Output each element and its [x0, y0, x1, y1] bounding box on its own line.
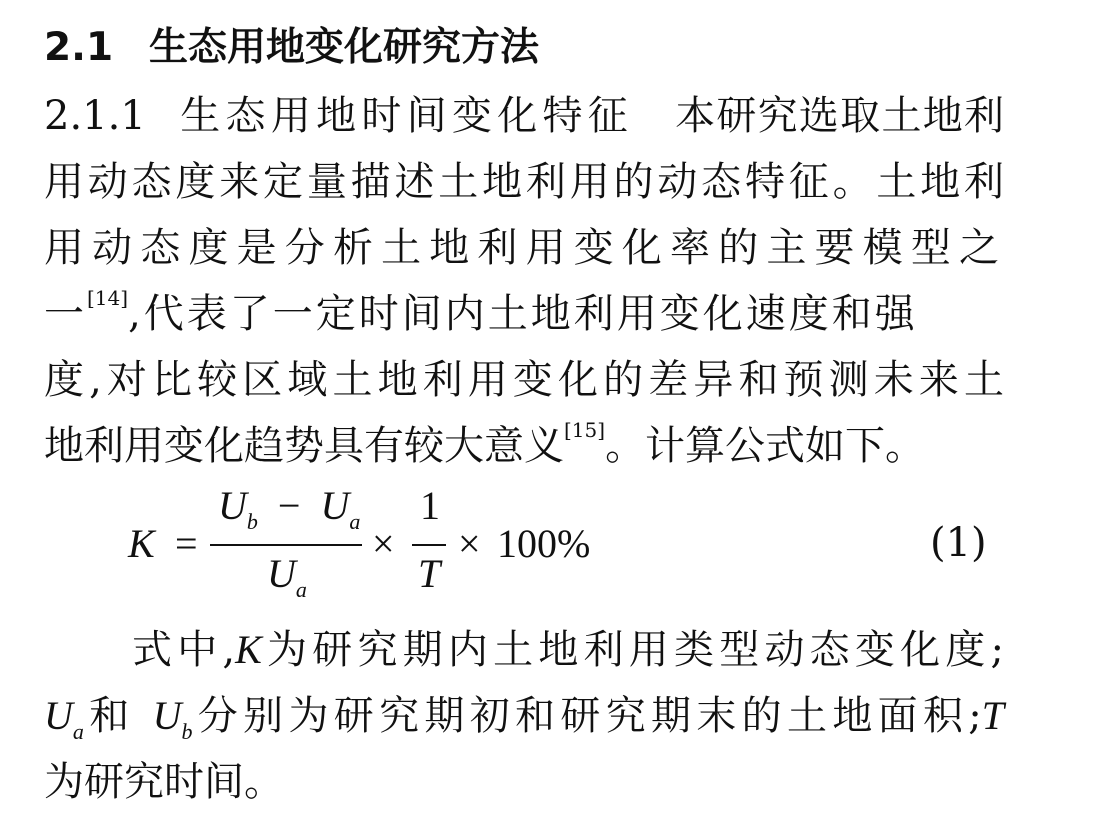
- paragraph-text: 为研究时间。: [44, 759, 284, 805]
- paragraph-text: 度,对比较区域土地利用变化的差异和预测未来土: [44, 357, 1004, 403]
- formula-lhs: K: [128, 521, 155, 566]
- equation-1: [0, 483, 1099, 602]
- paragraph-text: ,代表了一定时间内土地利用变化速度和强: [128, 291, 918, 337]
- paragraph-text: 和: [83, 693, 135, 739]
- formula-numerator: $U_b - U_a$: [218, 483, 361, 534]
- variable-k: K: [235, 627, 262, 672]
- formula-denominator: $U_a$: [267, 551, 307, 602]
- paragraph-line-4: [44, 286, 1004, 342]
- variable-t: T: [981, 693, 1005, 738]
- paragraph-line-3: [44, 220, 1004, 276]
- paragraph2-line-1: [132, 622, 1004, 678]
- paragraph-text: 式中,: [132, 627, 236, 673]
- section-number: 2.1: [44, 25, 114, 70]
- section-heading: [44, 20, 1004, 76]
- paragraph-line-5: [44, 352, 1004, 408]
- paragraph-text: 本研究选取土地利: [675, 93, 1005, 139]
- equation-number: (1): [930, 520, 987, 566]
- formula-frac2-numerator: 1: [420, 483, 440, 528]
- citation-14: [14]: [87, 286, 129, 310]
- paragraph-text: 用动态度来定量描述土地利用的动态特征。土地利: [44, 159, 1004, 205]
- subsection-number: 2.1.1: [44, 93, 146, 139]
- paragraph-text: 地利用变化趋势具有较大意义: [44, 423, 564, 469]
- paragraph-text: 用动态度是分析土地利用变化率的主要模型之: [44, 225, 1004, 271]
- fraction-bar: [210, 544, 362, 546]
- variable-ua: $U_a$: [44, 693, 84, 744]
- paragraph2-line-3: [44, 754, 1004, 810]
- formula-times: ×: [372, 521, 395, 566]
- paragraph2-line-2: [44, 688, 1004, 744]
- formula-times: ×: [458, 521, 481, 566]
- formula-frac2-denominator: T: [418, 551, 441, 596]
- section-title: 生态用地变化研究方法: [149, 25, 540, 70]
- subsection-title: 生态用地时间变化特征: [179, 93, 634, 139]
- paragraph-text: 分别为研究期初和研究期末的土地面积;: [192, 693, 982, 739]
- paragraph-line-2: [44, 154, 1004, 210]
- variable-ub: $U_b$: [152, 693, 193, 744]
- paragraph-line-1: [44, 88, 1004, 144]
- paragraph-text: 为研究期内土地利用类型动态变化度;: [261, 627, 1004, 673]
- fraction-bar: [412, 544, 446, 546]
- formula-equals: =: [175, 521, 198, 566]
- paragraph-text: 一: [44, 291, 87, 337]
- paragraph-line-6: [44, 418, 1004, 474]
- paragraph-text: 。计算公式如下。: [605, 423, 926, 469]
- formula-percent: 100%: [497, 521, 591, 566]
- citation-15: [15]: [564, 418, 606, 442]
